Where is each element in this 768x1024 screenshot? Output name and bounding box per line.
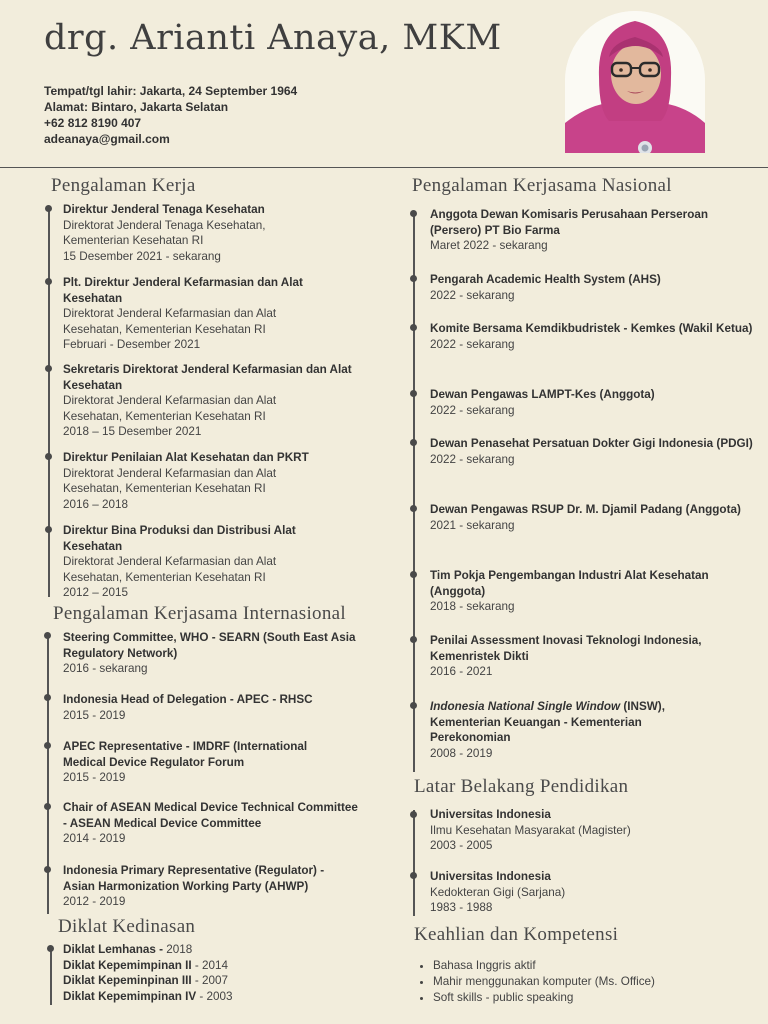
timeline-dot-icon [410, 811, 417, 818]
timeline-dot-icon [44, 694, 51, 701]
email-address[interactable]: adeanaya@gmail.com [44, 132, 170, 146]
timeline-line [413, 212, 415, 772]
phone-number[interactable]: +62 812 8190 407 [44, 116, 142, 130]
diklat-item: Diklat Kepemimpinan IV - 2003 [63, 989, 233, 1003]
national-item: Komite Bersama Kemdikbudristek - Kemkes (Wakil Ketua) 2022 - sekarang [430, 322, 753, 351]
national-item: Pengarah Academic Health System (AHS) 2022 - sekarang [430, 273, 661, 302]
national-item: Dewan Pengawas LAMPT-Kes (Anggota) 2022 - sekarang [430, 388, 655, 417]
national-item: Dewan Penasehat Persatuan Dokter Gigi Indonesia (PDGI) 2022 - sekarang [430, 437, 753, 466]
national-item: Dewan Pengawas RSUP Dr. M. Djamil Padang (Anggota) 2021 - sekarang [430, 503, 741, 532]
diklat-list [63, 942, 343, 1004]
timeline-dot-icon [410, 210, 417, 217]
section-title-diklat: Diklat Kedinasan [58, 916, 196, 937]
diklat-item: Diklat Kepemimpinan II - 2014 [63, 958, 228, 972]
timeline-dot-icon [410, 872, 417, 879]
timeline-dot-icon [410, 505, 417, 512]
timeline-dot-icon [410, 275, 417, 282]
timeline-dot-icon [45, 453, 52, 460]
timeline-dot-icon [44, 632, 51, 639]
timeline-dot-icon [44, 866, 51, 873]
skill-item: • Soft skills - public speaking [433, 990, 745, 1006]
national-item: Tim Pokja Pengembangan Industri Alat Kesehatan (Anggota) 2018 - sekarang [430, 569, 709, 613]
education-item: Universitas Indonesia Ilmu Kesehatan Masyarakat (Magister) 2003 - 2005 [430, 808, 631, 852]
skill-item: • Bahasa Inggris aktif [433, 958, 745, 974]
intl-item: Chair of ASEAN Medical Device Technical Committee - ASEAN Medical Device Committee 2014 - 2019 [63, 801, 358, 845]
contact-info [44, 83, 297, 147]
person-name: drg. Arianti Anaya, MKM [44, 18, 502, 58]
work-item: Direktur Penilaian Alat Kesehatan dan PKRT Direktorat Jenderal Kefarmasian dan Alat Kesehatan, Kementerian Kesehatan RI 2016 – 2018 [63, 451, 309, 511]
timeline-dot-icon [47, 945, 54, 952]
work-item: Plt. Direktur Jenderal Kefarmasian dan Alat Kesehatan Direktorat Jenderal Kefarmasian dan Alat Kesehatan, Kementerian Kesehatan RI Februari - Desember 2021 [63, 276, 303, 351]
education-item: Universitas Indonesia Kedokteran Gigi (Sarjana) 1983 - 1988 [430, 870, 566, 914]
portrait-photo [565, 11, 705, 153]
skills-list [415, 958, 745, 1006]
timeline-dot-icon [410, 439, 417, 446]
work-item: Sekretaris Direktorat Jenderal Kefarmasian dan Alat Kesehatan Direktorat Jenderal Kefarmasian dan Alat Kesehatan, Kementerian Kesehatan RI 2018 – 15 Desember 2021 [63, 363, 352, 438]
header-divider [0, 167, 768, 168]
national-item: Anggota Dewan Komisaris Perusahaan Perseroan (Persero) PT Bio Farma Maret 2022 - sekarang [430, 208, 708, 252]
intl-item: Steering Committee, WHO - SEARN (South East Asia Regulatory Network) 2016 - sekarang [63, 631, 356, 675]
timeline-dot-icon [410, 324, 417, 331]
skill-item: • Mahir menggunakan komputer (Ms. Office) [433, 974, 745, 990]
timeline-dot-icon [45, 526, 52, 533]
diklat-item: Diklat Kepeminpinan III - 2007 [63, 974, 228, 987]
intl-item: APEC Representative - IMDRF (International Medical Device Regulator Forum 2015 - 2019 [63, 740, 308, 784]
timeline-line [413, 810, 415, 916]
section-title-keahlian: Keahlian dan Kompetensi [414, 924, 619, 945]
portrait-photo-icon [565, 11, 705, 153]
timeline-dot-icon [45, 365, 52, 372]
timeline-dot-icon [410, 636, 417, 643]
work-item: Direktur Jenderal Tenaga Kesehatan Direktorat Jenderal Tenaga Kesehatan, Kementerian Kesehatan RI 15 Desember 2021 - sekarang [63, 203, 266, 263]
section-title-pendidikan: Latar Belakang Pendidikan [414, 776, 629, 797]
national-item: Indonesia National Single Window (INSW), Kementerian Keuangan - Kementerian Perekonomian 2008 - 2019 [430, 700, 665, 760]
timeline-line [48, 207, 50, 597]
work-item: Direktur Bina Produksi dan Distribusi Alat Kesehatan Direktorat Jenderal Kefarmasian dan Alat Kesehatan, Kementerian Kesehatan RI 2012 – 2015 [63, 524, 296, 599]
intl-item: Indonesia Head of Delegation - APEC - RHSC 2015 - 2019 [63, 693, 313, 722]
timeline-dot-icon [410, 571, 417, 578]
timeline-dot-icon [44, 803, 51, 810]
birth-info: Tempat/tgl lahir: Jakarta, 24 September 1964 [44, 84, 298, 98]
timeline-dot-icon [44, 742, 51, 749]
timeline-line [50, 947, 52, 1005]
timeline-dot-icon [45, 205, 52, 212]
timeline-dot-icon [45, 278, 52, 285]
section-title-kerjasama-internasional: Pengalaman Kerjasama Internasional [53, 603, 346, 624]
section-title-kerjasama-nasional: Pengalaman Kerjasama Nasional [412, 175, 672, 196]
national-item: Penilai Assessment Inovasi Teknologi Indonesia, Kemenristek Dikti 2016 - 2021 [430, 634, 702, 678]
timeline-dot-icon [410, 702, 417, 709]
address-info: Alamat: Bintaro, Jakarta Selatan [44, 100, 229, 114]
diklat-item: Diklat Lemhanas - 2018 [63, 943, 193, 956]
timeline-dot-icon [410, 390, 417, 397]
intl-item: Indonesia Primary Representative (Regulator) - Asian Harmonization Working Party (AHWP) 2012 - 2019 [63, 864, 325, 908]
section-title-pengalaman-kerja: Pengalaman Kerja [51, 175, 196, 196]
